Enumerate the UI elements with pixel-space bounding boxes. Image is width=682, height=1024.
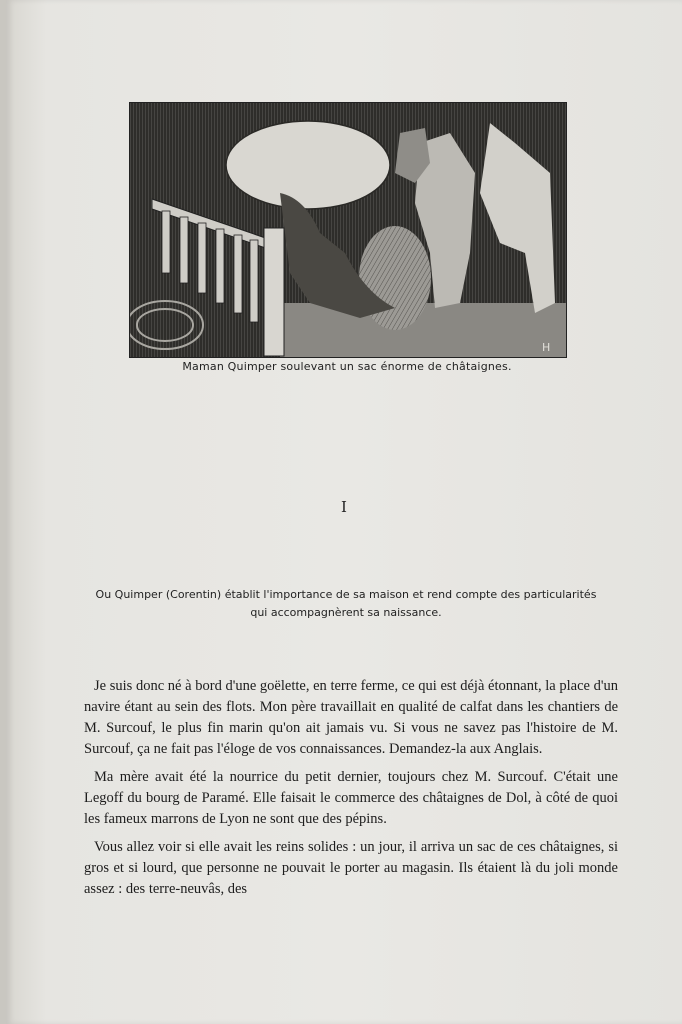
book-page — [6, 0, 682, 1024]
chapter-summary-line: qui accompagnèrent sa naissance. — [250, 606, 442, 619]
engraving-image — [130, 103, 566, 357]
paragraph: Ma mère avait été la nourrice du petit dernier, toujours chez M. Surcouf. C'était une Legoff du bourg de Paramé. Elle faisait le commerce des châtaignes de Dol, à côté de quoi les fameux marrons de Lyon ne sont que des pépins. — [84, 769, 618, 827]
engraving-illustration — [129, 102, 567, 358]
paragraph: Vous allez voir si elle avait les reins solides : un jour, il arriva un sac de ces châtaignes, si gros et si lourd, que personne ne pouvait le porter au magasin. Ils étaient là du joli monde assez : des terre-neuvâs, des — [84, 839, 618, 897]
paragraph: Je suis donc né à bord d'une goëlette, en terre ferme, ce qui est déjà étonnant, la place d'un navire étant au sein des flots. Mon père travaillait en qualité de calfat dans les chantiers de M. Surcouf, le plus fin marin qu'on ait jamais vu. Si vous ne savez pas l'histoire de M. Surcouf, ça ne fait pas l'éloge de vos connaissances. Demandez-la aux Anglais. — [84, 678, 618, 757]
engraver-signature: H — [542, 341, 551, 354]
body-text — [84, 676, 618, 907]
chapter-summary-line: Ou Quimper (Corentin) établit l'importance de sa maison et rend compte des particularités — [95, 588, 597, 601]
chapter-number: I — [341, 498, 347, 516]
chapter-summary — [76, 586, 616, 622]
illustration-caption: Maman Quimper soulevant un sac énorme de châtaignes. — [182, 360, 512, 373]
